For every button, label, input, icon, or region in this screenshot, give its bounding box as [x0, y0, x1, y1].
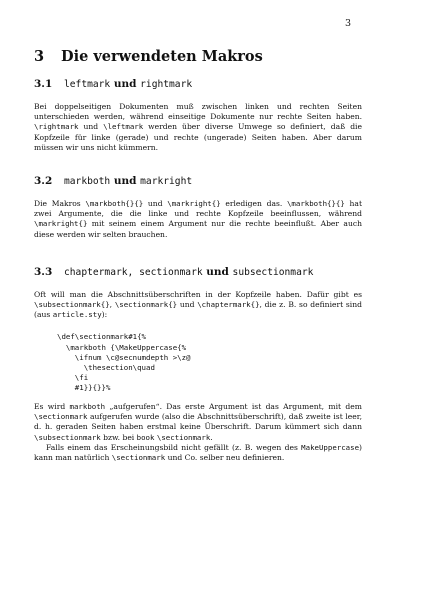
chapter-heading [34, 48, 362, 65]
section-title: chaptermark, sectionmark und subsectionmark [64, 265, 314, 278]
section-paragraph-3-1: Bei doppelseitigen Dokumenten muß zwischen linken und rechten Seiten unterschieden werden, während einseitige Dokumente nur rechte Seiten haben. \rightmark und \leftmark werden über diverse Umwege so definiert, daß die Kopfzeile für linke (gerade) und rechte (ungerade) Seiten haben. Aber darum müssen wir uns nicht kümmern. [34, 102, 362, 152]
section-paragraph-3-2: Die Makros \markboth{}{} und \markright{} erledigen das. \markboth{}{} hat zwei Argumente, die die linke und rechte Kopfzeile beeinflussen, während \markright{} mit seinem einem Argument nur die rechte beeinflußt. Aber auch diese werden wir selten brauchen. [34, 199, 362, 239]
section-paragraph-3-3: Oft will man die Abschnittsüberschriften in der Kopfzeile haben. Dafür gibt es \subsectionmark{}, \sectionmark{} und \chaptermark{}, die z. B. so definiert sind (aus article.sty): [34, 289, 362, 320]
page-number: 3 [344, 18, 351, 29]
final-paragraph: Falls einem das Erscheinungsbild nicht gefällt (z. B. wegen des MakeUppercase) kann man natürlich \sectionmark und Co. selber neu definieren. [34, 442, 362, 463]
section-heading-3-2 [34, 175, 362, 187]
section-number: 3.1 [34, 78, 53, 90]
section-heading-3-3 [34, 266, 362, 278]
section-title: markboth und markright [64, 175, 193, 188]
section-number: 3.3 [34, 265, 53, 278]
code-listing: \def\sectionmark#1{% \markboth {\MakeUppercase{% \ifnum \c@secnumdepth >\z@ \thesection\quad \fi #1}}{}}% [57, 332, 191, 392]
section-title: leftmark und rightmark [64, 78, 193, 90]
section-number: 3.2 [34, 175, 53, 188]
section-heading-3-1 [34, 78, 362, 90]
chapter-number: 3 [34, 48, 45, 65]
paragraph-after-code: Es wird markboth „aufgerufen“. Das erste Argument ist das Argument, mit dem \sectionmark aufgerufen wurde (also die Abschnittsüberschrift), daß zweite ist leer, d. h. geraden Seiten haben erstmal keine Überschrift. Darum kümmert sich dann \subsectionmark bzw. bei book \sectionmark. [34, 402, 362, 442]
chapter-title: Die verwendeten Makros [61, 48, 263, 65]
